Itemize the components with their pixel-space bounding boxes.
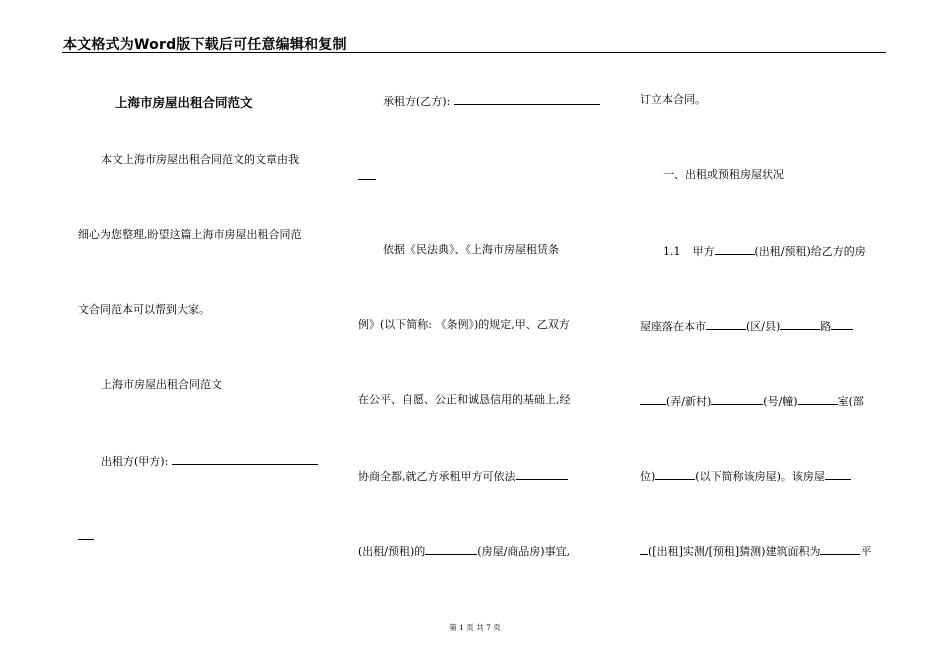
body-line-4-text: 协商全都,就乙方承租甲方可依法 [358,470,516,483]
lessor-line [101,453,318,469]
clause-text-d: (区/县) [746,320,781,333]
clause-number: 1.1 [663,245,681,258]
clause-1-1-line-3 [640,393,864,409]
clause-text-b: (出租/预租)给乙方的房 [754,245,866,258]
document-header: 本文格式为Word版下载后可任意编辑和复制 [63,37,347,53]
lessee-label: 承租方(乙方): [383,95,454,108]
blank-underline [820,543,860,555]
body-line-6: 订立本合同。 [640,93,706,106]
clause-text-l: 平 [860,545,872,558]
blank-underline [780,318,820,330]
clause-text-h: 室(部 [837,395,864,408]
body-line-5-text-a: (出租/预租)的 [358,545,426,558]
clause-text-g: (号/幢) [763,395,798,408]
clause-text-f: (弄/新村) [666,395,712,408]
lessee-blank-continued [358,168,376,184]
sub-title: 上海市房屋出租合同范文 [101,378,222,391]
clause-1-1-line-1 [663,243,866,259]
blank-underline [640,543,648,555]
clause-text-k: ([出租]实测/[预租]猜测)建筑面积为 [648,545,821,558]
blank-underline [655,468,695,480]
body-line-5-text-b: (房屋/商品房)事宜, [477,545,571,558]
blank-underline [516,468,568,480]
blank-underline [711,393,763,405]
blank-underline [706,318,746,330]
intro-line-1: 本文上海市房屋出租合同范文的文章由我 [101,153,299,166]
blank-underline [831,318,853,330]
lessee-line [383,93,600,109]
body-line-4 [358,468,568,484]
clause-text-e: 路 [820,320,832,333]
body-line-2: 例》(以下简称: 《条例》)的规定,甲、乙双方 [358,318,570,331]
blank-underline [798,393,838,405]
lessor-blank-continued [78,528,94,544]
blank-underline [715,243,755,255]
clause-1-1-line-2 [640,318,853,334]
lessor-blank [172,453,318,465]
lessor-label: 出租方(甲方): [101,455,172,468]
header-divider [62,52,886,53]
blank-underline [825,468,851,480]
blank-underline [640,393,666,405]
body-line-5 [358,543,570,559]
clause-text-j: (以下简称该房屋)。该房屋 [695,470,825,483]
clause-1-1-line-4 [640,468,851,484]
blank-underline [78,528,94,540]
lessee-blank [454,93,600,105]
page-number: 第 1 页 共 7 页 [449,623,501,632]
clause-text-i: 位) [640,470,656,483]
blank-underline [425,543,477,555]
blank-underline [358,168,376,180]
document-title: 上海市房屋出租合同范文 [115,95,253,110]
body-line-1: 依据《民法典》、《上海市房屋租赁条 [383,243,559,256]
section-heading: 一、出租或预租房屋状况 [663,168,784,181]
clause-text-a: 甲方 [692,245,715,258]
intro-line-3: 文合同范本可以帮到大家。 [78,303,210,316]
intro-line-2: 细心为您整理,盼望这篇上海市房屋出租合同范 [78,228,302,241]
clause-1-1-line-5 [640,543,871,559]
body-line-3: 在公平、自愿、公正和诚恳信用的基础上,经 [358,393,571,406]
clause-text-c: 屋座落在本市 [640,320,706,333]
